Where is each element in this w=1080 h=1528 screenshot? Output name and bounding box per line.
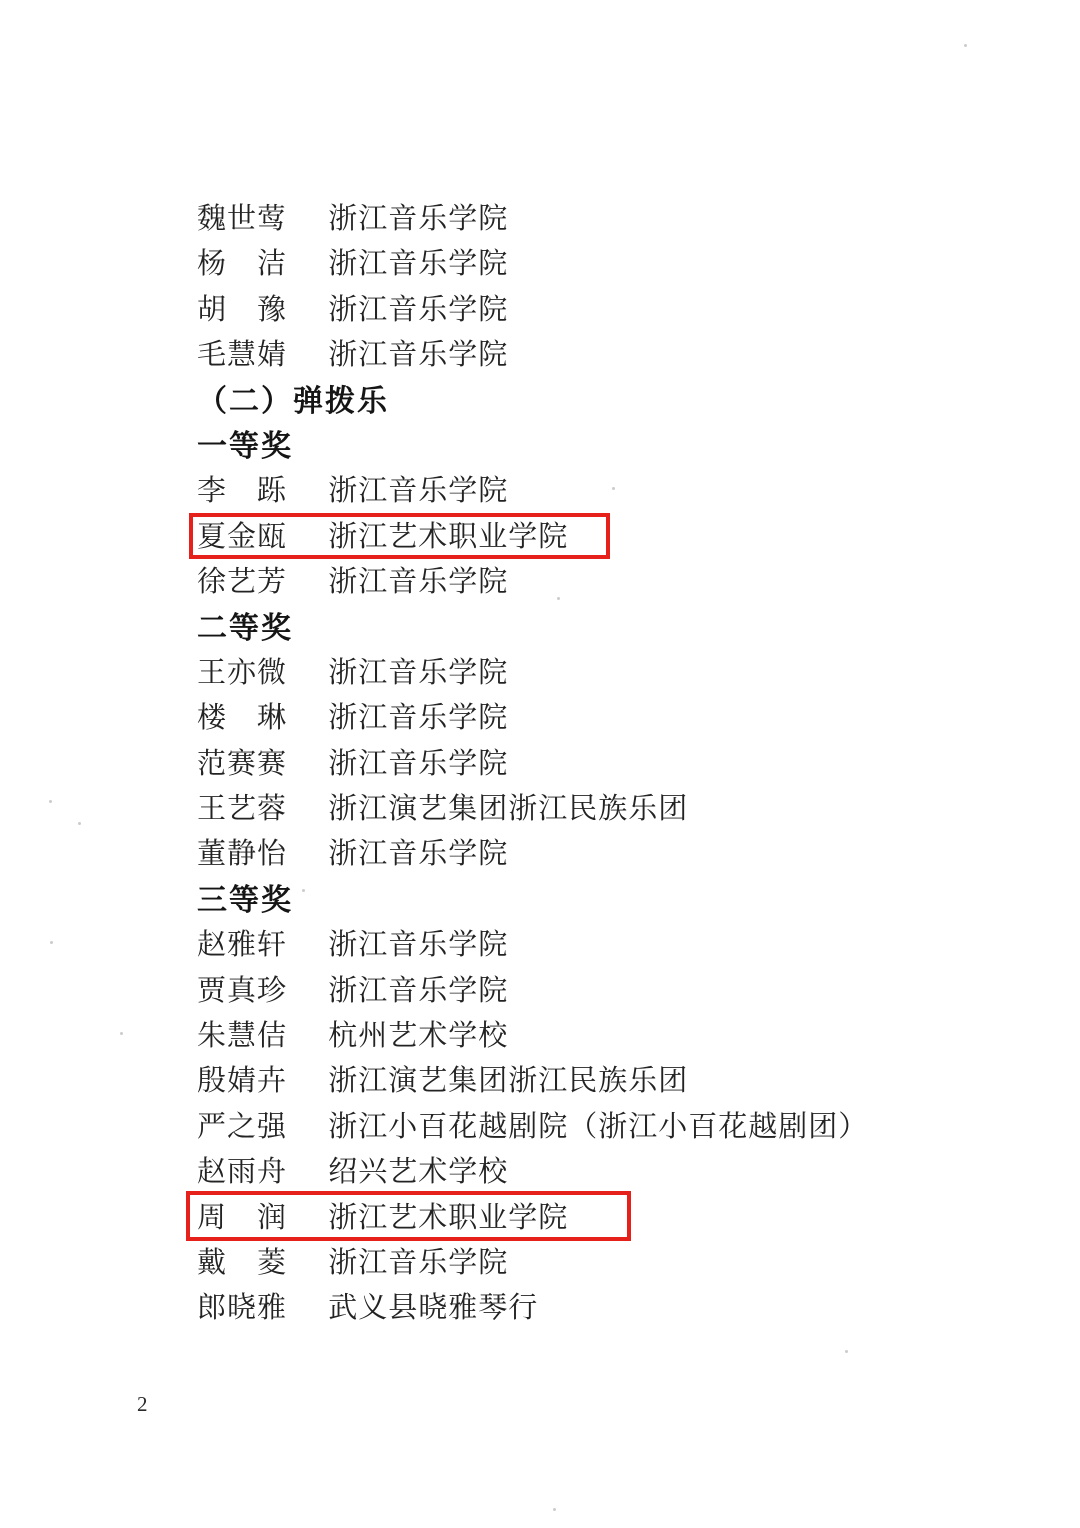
scan-speck: [964, 44, 967, 47]
winner-name: 杨 洁: [197, 248, 288, 281]
award-list: [197, 197, 957, 1332]
winner-name: 楼 琳: [197, 702, 288, 735]
winner-institution: 浙江音乐学院: [328, 747, 509, 780]
winner-name: 郎晓雅: [197, 1292, 288, 1325]
winner-name: 魏世莺: [197, 203, 288, 235]
entry-row-highlighted: [197, 515, 957, 560]
winner-institution: 浙江音乐学院: [328, 203, 509, 235]
winner-name: 周 润: [197, 1201, 288, 1234]
winner-name: 王亦微: [197, 656, 288, 689]
winner-name: 赵雅轩: [197, 929, 288, 962]
entry-row: [197, 832, 957, 877]
scan-speck: [553, 1508, 556, 1511]
winner-name: 贾真珍: [197, 974, 288, 1007]
entry-row: [197, 1150, 957, 1195]
winner-institution: 杭州艺术学校: [328, 1020, 509, 1053]
award-heading-third-prize: 三等奖: [197, 883, 293, 917]
entry-row: [197, 333, 957, 378]
winner-institution: 浙江音乐学院: [328, 656, 509, 689]
winner-institution: 浙江演艺集团浙江民族乐团: [328, 793, 689, 826]
scan-speck: [120, 1032, 123, 1035]
entry-row: [197, 1105, 957, 1150]
winner-institution: 浙江音乐学院: [328, 1246, 509, 1279]
winner-institution: 浙江音乐学院: [328, 248, 509, 281]
winner-name: 朱慧佶: [197, 1020, 288, 1053]
winner-name: 毛慧婧: [197, 339, 288, 372]
winner-institution: 浙江音乐学院: [328, 339, 509, 372]
winner-institution: 浙江艺术职业学院: [328, 1201, 569, 1234]
entry-row: [197, 651, 957, 696]
entry-row: [197, 923, 957, 968]
scan-speck: [49, 800, 52, 803]
entry-row-highlighted: [197, 1196, 957, 1241]
winner-name: 李 跞: [197, 475, 288, 508]
winner-institution: 浙江艺术职业学院: [328, 520, 569, 553]
winner-institution: 浙江音乐学院: [328, 974, 509, 1007]
entry-row: [197, 1059, 957, 1104]
winner-name: 戴 菱: [197, 1246, 288, 1279]
entry-row: [197, 787, 957, 832]
winner-name: 胡 豫: [197, 293, 288, 326]
winner-name: 严之强: [197, 1110, 288, 1143]
winner-name: 王艺蓉: [197, 793, 288, 826]
entry-row: [197, 742, 957, 787]
entry-row: [197, 1286, 957, 1331]
entry-row: [197, 696, 957, 741]
winner-name: 殷婧卉: [197, 1065, 288, 1098]
scan-speck: [78, 822, 81, 825]
winner-institution: 浙江音乐学院: [328, 293, 509, 326]
scan-speck: [845, 1350, 848, 1353]
winner-institution: 浙江音乐学院: [328, 838, 509, 871]
scan-speck: [50, 941, 53, 944]
winner-name: 范赛赛: [197, 747, 288, 780]
section-heading: （二）弹拨乐: [197, 384, 389, 418]
winner-institution: 浙江小百花越剧院（浙江小百花越剧团）: [328, 1110, 869, 1143]
entry-row: [197, 1014, 957, 1059]
winner-institution: 浙江音乐学院: [328, 566, 509, 599]
winner-institution: 浙江音乐学院: [328, 702, 509, 735]
entry-row: [197, 1241, 957, 1286]
winner-name: 徐艺芳: [197, 566, 288, 599]
winner-name: 夏金瓯: [197, 520, 288, 553]
entry-row: [197, 197, 957, 242]
page-number: 2: [137, 1392, 148, 1416]
winner-institution: 武义县晓雅琴行: [328, 1292, 539, 1325]
entry-row: [197, 242, 957, 287]
winner-institution: 浙江音乐学院: [328, 475, 509, 508]
entry-row: [197, 288, 957, 333]
entry-row: [197, 469, 957, 514]
entry-row: [197, 969, 957, 1014]
winner-institution: 绍兴艺术学校: [328, 1156, 509, 1189]
winner-name: 董静怡: [197, 838, 288, 871]
winner-name: 赵雨舟: [197, 1156, 288, 1189]
winner-institution: 浙江音乐学院: [328, 929, 509, 962]
winner-institution: 浙江演艺集团浙江民族乐团: [328, 1065, 689, 1098]
entry-row: [197, 560, 957, 605]
award-heading-first-prize: 一等奖: [197, 429, 293, 463]
award-heading-second-prize: 二等奖: [197, 611, 293, 645]
